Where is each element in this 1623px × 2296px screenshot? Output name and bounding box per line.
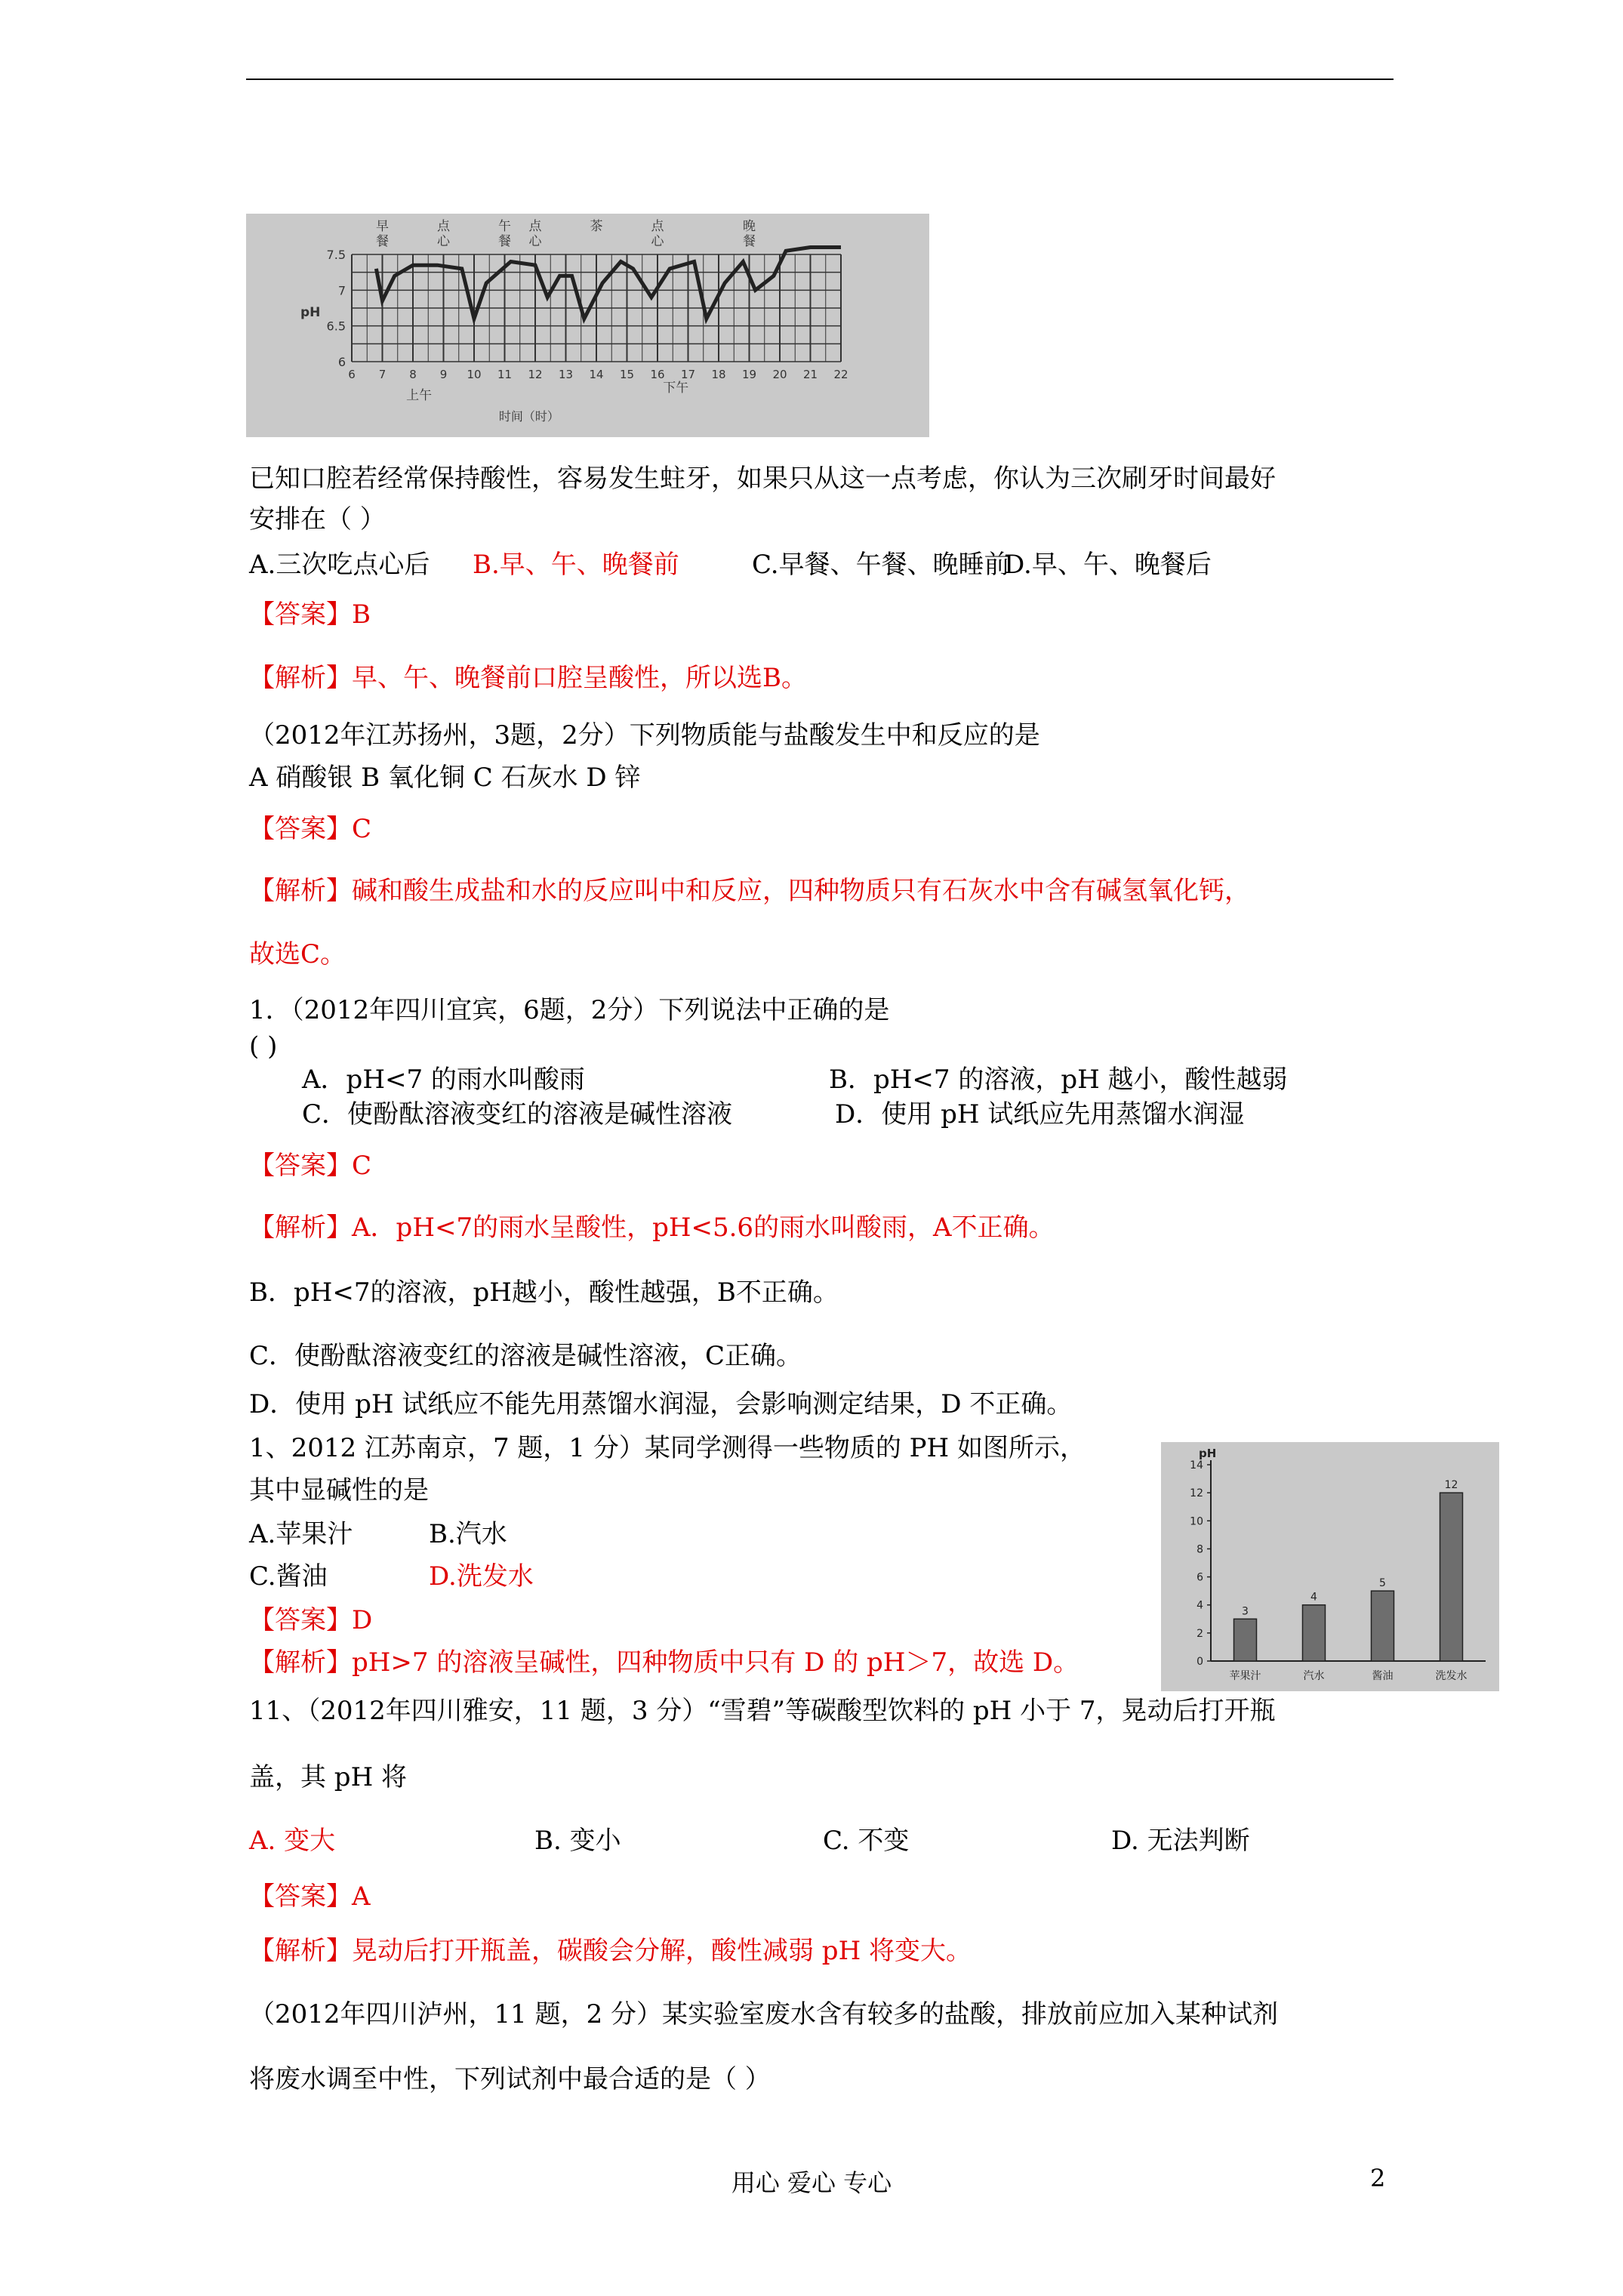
x-tick-label: 8 — [409, 368, 417, 381]
q3-analysis-c: C．使酚酞溶液变红的溶液是碱性溶液，C正确。 — [249, 1341, 802, 1371]
meal-label: 餐 — [743, 234, 756, 249]
q3-stem: 1．（2012年四川宜宾，6题，2分）下列说法中正确的是 — [249, 995, 890, 1025]
x-tick-label: 13 — [558, 368, 574, 381]
meal-label: 心 — [437, 234, 450, 249]
bar — [1372, 1591, 1394, 1661]
bar — [1234, 1619, 1257, 1661]
q3-analysis-a-text: 【解析】A．pH<7的雨水呈酸性，pH<5.6的雨水叫酸雨，A不正确。 — [249, 1213, 1055, 1243]
q5-stem-line1: 11、（2012年四川雅安，11 题，3 分）“雪碧”等碳酸型饮料的 pH 小于 7，晃动后打开瓶 — [249, 1696, 1276, 1726]
q6-stem-line1: （2012年四川泸州，11 题，2 分）某实验室废水含有较多的盐酸，排放前应加入某种试剂 — [249, 1999, 1279, 2029]
ph-bar-chart-figure — [1161, 1442, 1499, 1691]
q6-stem-line2: 将废水调至中性，下列试剂中最合适的是（ ） — [249, 2064, 771, 2094]
meal-label: 心 — [651, 234, 664, 249]
meal-label: 餐 — [498, 234, 511, 249]
y-tick-label: 12 — [1190, 1487, 1203, 1500]
bar-value-label: 5 — [1379, 1577, 1386, 1590]
x-axis-label: 时间（时） — [498, 409, 559, 424]
q5-stem-line2: 盖，其 pH 将 — [249, 1762, 408, 1792]
x-tick-label: 10 — [467, 368, 482, 381]
q3-option-a: A．pH<7 的雨水叫酸雨 — [302, 1065, 585, 1095]
y-tick-label: 14 — [1190, 1459, 1203, 1472]
ph-time-chart-grid — [352, 254, 841, 362]
q1-option-d: D.早、午、晚餐后 — [1004, 550, 1212, 580]
q4-option-b: B.汽水 — [429, 1519, 507, 1549]
q3-answer: 【答案】C — [249, 1151, 372, 1181]
q5-option-a: A. 变大 — [249, 1826, 336, 1856]
bar — [1303, 1605, 1326, 1661]
y-tick-label: 8 — [1196, 1543, 1203, 1556]
x-tick-label: 11 — [497, 368, 513, 381]
y-tick-label: 2 — [1196, 1627, 1203, 1640]
x-tick-label: 19 — [741, 368, 757, 381]
page-number: 2 — [1370, 2164, 1386, 2193]
bar-value-label: 12 — [1444, 1479, 1458, 1492]
q1-analysis: 【解析】早、午、晚餐前口腔呈酸性，所以选B。 — [249, 663, 807, 693]
q1-stem-line2: 安排在（ ） — [249, 504, 386, 535]
q2-analysis-line2: 故选C。 — [249, 939, 346, 969]
x-tick-label: 22 — [833, 368, 848, 381]
q1-answer: 【答案】B — [249, 599, 371, 630]
q3-option-b: B．pH<7 的溶液，pH 越小，酸性越弱 — [829, 1065, 1288, 1095]
category-label: 苹果汁 — [1229, 1670, 1261, 1682]
meal-label: 午 — [498, 219, 511, 234]
header-rule — [246, 79, 1394, 80]
y-tick-label: 0 — [1196, 1656, 1203, 1668]
q4-option-c: C.酱油 — [249, 1561, 328, 1592]
q2-analysis-line1: 【解析】碱和酸生成盐和水的反应叫中和反应，四种物质只有石灰水中含有碱氢氧化钙， — [249, 876, 1250, 906]
category-label: 酱油 — [1372, 1670, 1394, 1682]
q3-analysis-d: D．使用 pH 试纸应不能先用蒸馏水润湿，会影响测定结果，D 不正确。 — [249, 1389, 1073, 1419]
y-tick-label: 4 — [1196, 1599, 1203, 1612]
q5-option-c: C. 不变 — [823, 1826, 910, 1856]
q3-option-d: D．使用 pH 试纸应先用蒸馏水润湿 — [835, 1099, 1245, 1130]
q4-stem-line1: 1、2012 江苏南京，7 题，1 分）某同学测得一些物质的 PH 如图所示， — [249, 1433, 1086, 1463]
y-tick-label: 10 — [1190, 1515, 1203, 1528]
page-footer: 用心 爱心 专心 — [731, 2168, 892, 2197]
pm-label: 下午 — [663, 381, 689, 396]
meal-label: 点 — [651, 219, 664, 234]
category-label: 汽水 — [1303, 1670, 1325, 1682]
q3-paren: ( ) — [249, 1031, 278, 1062]
x-tick-label: 15 — [619, 368, 635, 381]
q3-analysis-b: B．pH<7的溶液，pH越小，酸性越强，B不正确。 — [249, 1277, 839, 1308]
q5-option-d: D. 无法判断 — [1111, 1826, 1250, 1856]
x-tick-label: 16 — [650, 368, 665, 381]
x-tick-label: 12 — [528, 368, 543, 381]
meal-label: 点 — [437, 219, 450, 234]
bar — [1440, 1493, 1463, 1661]
am-label: 上午 — [406, 388, 433, 403]
y-axis-label: pH — [300, 305, 321, 320]
y-tick-label: 7 — [337, 283, 346, 298]
x-tick-label: 14 — [589, 368, 604, 381]
q3-analysis-a — [249, 1211, 1055, 1244]
ph-bar-chart-bars — [1230, 1479, 1467, 1682]
x-tick-label: 17 — [680, 368, 696, 381]
q5-analysis: 【解析】晃动后打开瓶盖，碳酸会分解，酸性减弱 pH 将变大。 — [249, 1936, 972, 1966]
q5-option-b: B. 变小 — [534, 1826, 621, 1856]
ph-time-chart — [246, 214, 929, 437]
ph-time-chart-figure — [246, 214, 929, 437]
q1-option-c: C.早餐、午餐、晚睡前 — [752, 550, 1010, 580]
x-tick-label: 20 — [772, 368, 787, 381]
meal-label: 晚 — [743, 219, 756, 234]
q4-answer: 【答案】D — [249, 1605, 373, 1635]
y-tick-label: 6.5 — [326, 319, 346, 334]
q2-answer: 【答案】C — [249, 814, 372, 844]
q2-stem: （2012年江苏扬州，3题，2分）下列物质能与盐酸发生中和反应的是 — [249, 720, 1040, 750]
y-tick-label: 7.5 — [326, 248, 346, 262]
x-tick-label: 21 — [802, 368, 818, 381]
q3-option-c: C．使酚酞溶液变红的溶液是碱性溶液 — [302, 1099, 733, 1130]
x-tick-label: 9 — [439, 368, 448, 381]
q1-option-b: B.早、午、晚餐前 — [473, 550, 679, 580]
meal-label: 餐 — [376, 234, 389, 249]
q5-answer: 【答案】A — [249, 1881, 371, 1912]
meal-label: 心 — [528, 234, 542, 249]
q1-stem-line1: 已知口腔若经常保持酸性，容易发生蛀牙，如果只从这一点考虑，你认为三次刷牙时间最好 — [249, 464, 1276, 494]
y-tick-label: 6 — [337, 355, 346, 369]
category-label: 洗发水 — [1435, 1670, 1467, 1682]
meal-label: 茶 — [590, 219, 603, 234]
q4-stem-line2: 其中显碱性的是 — [249, 1475, 429, 1505]
q1-option-a: A.三次吃点心后 — [249, 550, 430, 580]
meal-label: 早 — [376, 219, 389, 234]
q4-analysis: 【解析】pH>7 的溶液呈碱性，四种物质中只有 D 的 pH＞7，故选 D。 — [249, 1647, 1079, 1678]
x-tick-label: 7 — [378, 368, 387, 381]
bar-value-label: 3 — [1242, 1605, 1249, 1618]
q4-option-d: D.洗发水 — [429, 1561, 534, 1592]
q2-options: A 硝酸银 B 氧化铜 C 石灰水 D 锌 — [249, 763, 641, 793]
y-tick-label: 6 — [1196, 1571, 1203, 1584]
bar-value-label: 4 — [1310, 1591, 1317, 1604]
meal-label: 点 — [528, 219, 542, 234]
y-axis-label: pH — [1199, 1447, 1217, 1460]
x-tick-label: 18 — [711, 368, 726, 381]
x-tick-label: 6 — [348, 368, 356, 381]
q4-option-a: A.苹果汁 — [249, 1519, 353, 1549]
ph-bar-chart — [1161, 1442, 1499, 1691]
